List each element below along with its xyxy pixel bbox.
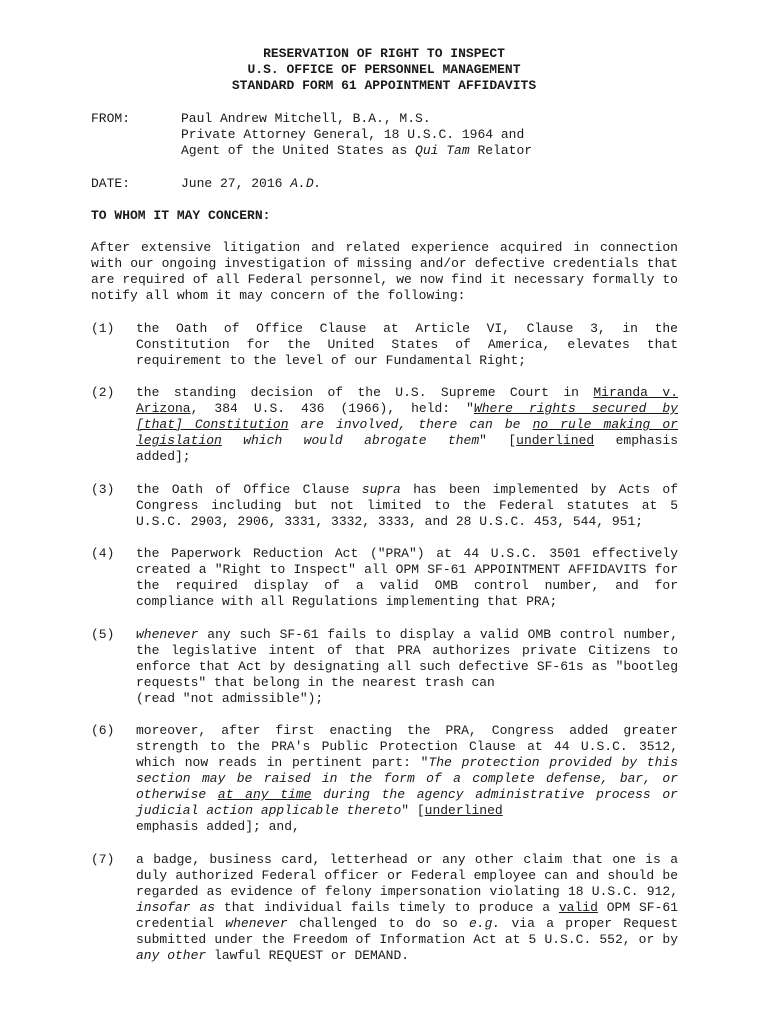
emphasis-word: e.g. — [469, 916, 501, 931]
from-agent-pre: Agent of the United States as — [181, 143, 416, 158]
item-line — [136, 401, 678, 417]
list-item — [91, 723, 678, 835]
item-number: (6) — [91, 723, 115, 738]
from-title: Private Attorney General, 18 U.S.C. 1964 and — [181, 127, 525, 142]
quote-text: The protection provided by this section may be raised in the form of a complete defense, bar, or otherwise — [136, 755, 678, 802]
list-item — [91, 321, 678, 369]
text-run: OPM SF-61 credential — [136, 900, 678, 931]
from-agent — [181, 143, 532, 159]
quote-underlined: at any time — [217, 787, 312, 802]
text-run: moreover, after first enacting the PRA, Congress added greater strength to the PRA's Public Protection Clause at 44 U.S.C. 3512, which now reads in pertinent part: " — [136, 723, 678, 770]
list-item — [91, 546, 678, 610]
text-run: that individual fails timely to produce a — [215, 900, 559, 915]
item-text — [136, 385, 678, 465]
from-agent-post: Relator — [469, 143, 533, 158]
text-run: emphasis — [594, 433, 678, 448]
date-text: June 27, 2016 — [181, 176, 291, 191]
item-number: (4) — [91, 546, 115, 561]
underlined-word: valid — [558, 900, 598, 915]
item-number: (3) — [91, 482, 115, 497]
salutation: TO WHOM IT MAY CONCERN: — [91, 208, 271, 223]
quote-text: which would abrogate them — [221, 433, 480, 448]
text-run: lawful REQUEST or DEMAND. — [206, 948, 410, 963]
emphasis-word: any other — [136, 948, 207, 963]
title-line-2: U.S. OFFICE OF PERSONNEL MANAGEMENT — [247, 62, 521, 77]
item-line: added]; — [136, 449, 191, 464]
item-text: the Oath of Office Clause at Article VI, Clause 3, in the Constitution for the United States of America, elevates that requirement to the level of our Fundamental Right; — [136, 321, 678, 368]
date-era: A.D. — [290, 176, 322, 191]
title-line-3: STANDARD FORM 61 APPOINTMENT AFFIDAVITS — [231, 78, 537, 93]
list-item — [91, 627, 678, 707]
text-run: has been implemented by Acts of Congress including but not limited to the Federal statutes at 5 U.S.C. 2903, 2906, 3331, 3332, 3333, and 28 U.S.C. 453, 544, 951; — [136, 482, 678, 529]
item-line — [136, 385, 678, 401]
from-name: Paul Andrew Mitchell, B.A., M.S. — [181, 111, 431, 126]
text-run: via a proper Request submitted under the Freedom of Information Act at 5 U.S.C. 552, or by — [136, 916, 678, 947]
text-run: challenged to do so — [287, 916, 469, 931]
emphasis-word: whenever — [225, 916, 288, 931]
emphasis-word: insofar as — [136, 900, 216, 915]
item-line: emphasis added]; and, — [136, 819, 300, 834]
quote-text: during the agency administrative process or judicial action applicable thereto — [136, 787, 678, 818]
from-label: FROM: — [91, 111, 131, 126]
text-run: , 384 U.S. 436 (1966), held: " — [190, 401, 474, 416]
list-item — [91, 482, 678, 530]
date-value — [181, 176, 321, 192]
list-item — [91, 385, 678, 465]
text-run: " [ — [479, 433, 517, 448]
item-text — [136, 627, 678, 707]
text-run: any such SF-61 fails to display a valid OMB control number, the legislative intent of that PRA authorizes private Citizens to enforce that Act by designating all such defective SF-61s as "bootleg requests" that belong in the nearest trash can — [136, 627, 678, 690]
item-number: (2) — [91, 385, 115, 400]
quote-underlined: Where rights secured by — [473, 401, 678, 416]
quote-underlined: no rule making or — [532, 417, 678, 432]
underlined-word: underlined — [516, 433, 595, 448]
title-line-1: RESERVATION OF RIGHT TO INSPECT — [263, 46, 505, 61]
emphasis-word: whenever — [136, 627, 199, 642]
item-number: (1) — [91, 321, 115, 336]
from-agent-quitam: Qui Tam — [415, 143, 470, 158]
text-run: the Oath of Office Clause — [136, 482, 362, 497]
item-number: (5) — [91, 627, 115, 642]
case-name: Miranda v. — [593, 385, 678, 400]
item-line — [136, 433, 678, 449]
supra-term: supra — [361, 482, 401, 497]
case-name: Arizona — [136, 401, 191, 416]
intro-paragraph: After extensive litigation and related experience acquired in connection with our ongoing investigation of missing and/or defective credentials that are required of all Federal personnel, we now find it necessary formally to notify all whom it may concern of the following: — [91, 240, 678, 303]
item-text — [136, 482, 678, 530]
list-item — [91, 852, 678, 964]
item-line — [136, 417, 678, 433]
quote-underlined: legislation — [136, 433, 222, 448]
text-run: " [ — [401, 803, 425, 818]
quote-underlined: [that] Constitution — [136, 417, 289, 432]
item-text — [136, 723, 678, 835]
item-number: (7) — [91, 852, 115, 867]
item-text: the Paperwork Reduction Act ("PRA") at 44 U.S.C. 3501 effectively created a "Right to Inspect" all OPM SF-61 APPOINTMENT AFFIDAVITS for the required display of a valid OMB control number, and for compliance with all Regulations implementing that PRA; — [136, 546, 678, 609]
quote-text: are involved, there can be — [288, 417, 533, 432]
underlined-word: underlined — [424, 803, 503, 818]
item-text — [136, 852, 678, 964]
date-label: DATE: — [91, 176, 131, 191]
text-run: a badge, business card, letterhead or any other claim that one is a duly authorized Federal officer or Federal employee can and should be regarded as evidence of felony impersonation violating 18 U.S.C. 912, — [136, 852, 678, 899]
item-line: (read "not admissible"); — [136, 691, 324, 706]
text-run: the standing decision of the U.S. Supreme Court in — [136, 385, 594, 400]
